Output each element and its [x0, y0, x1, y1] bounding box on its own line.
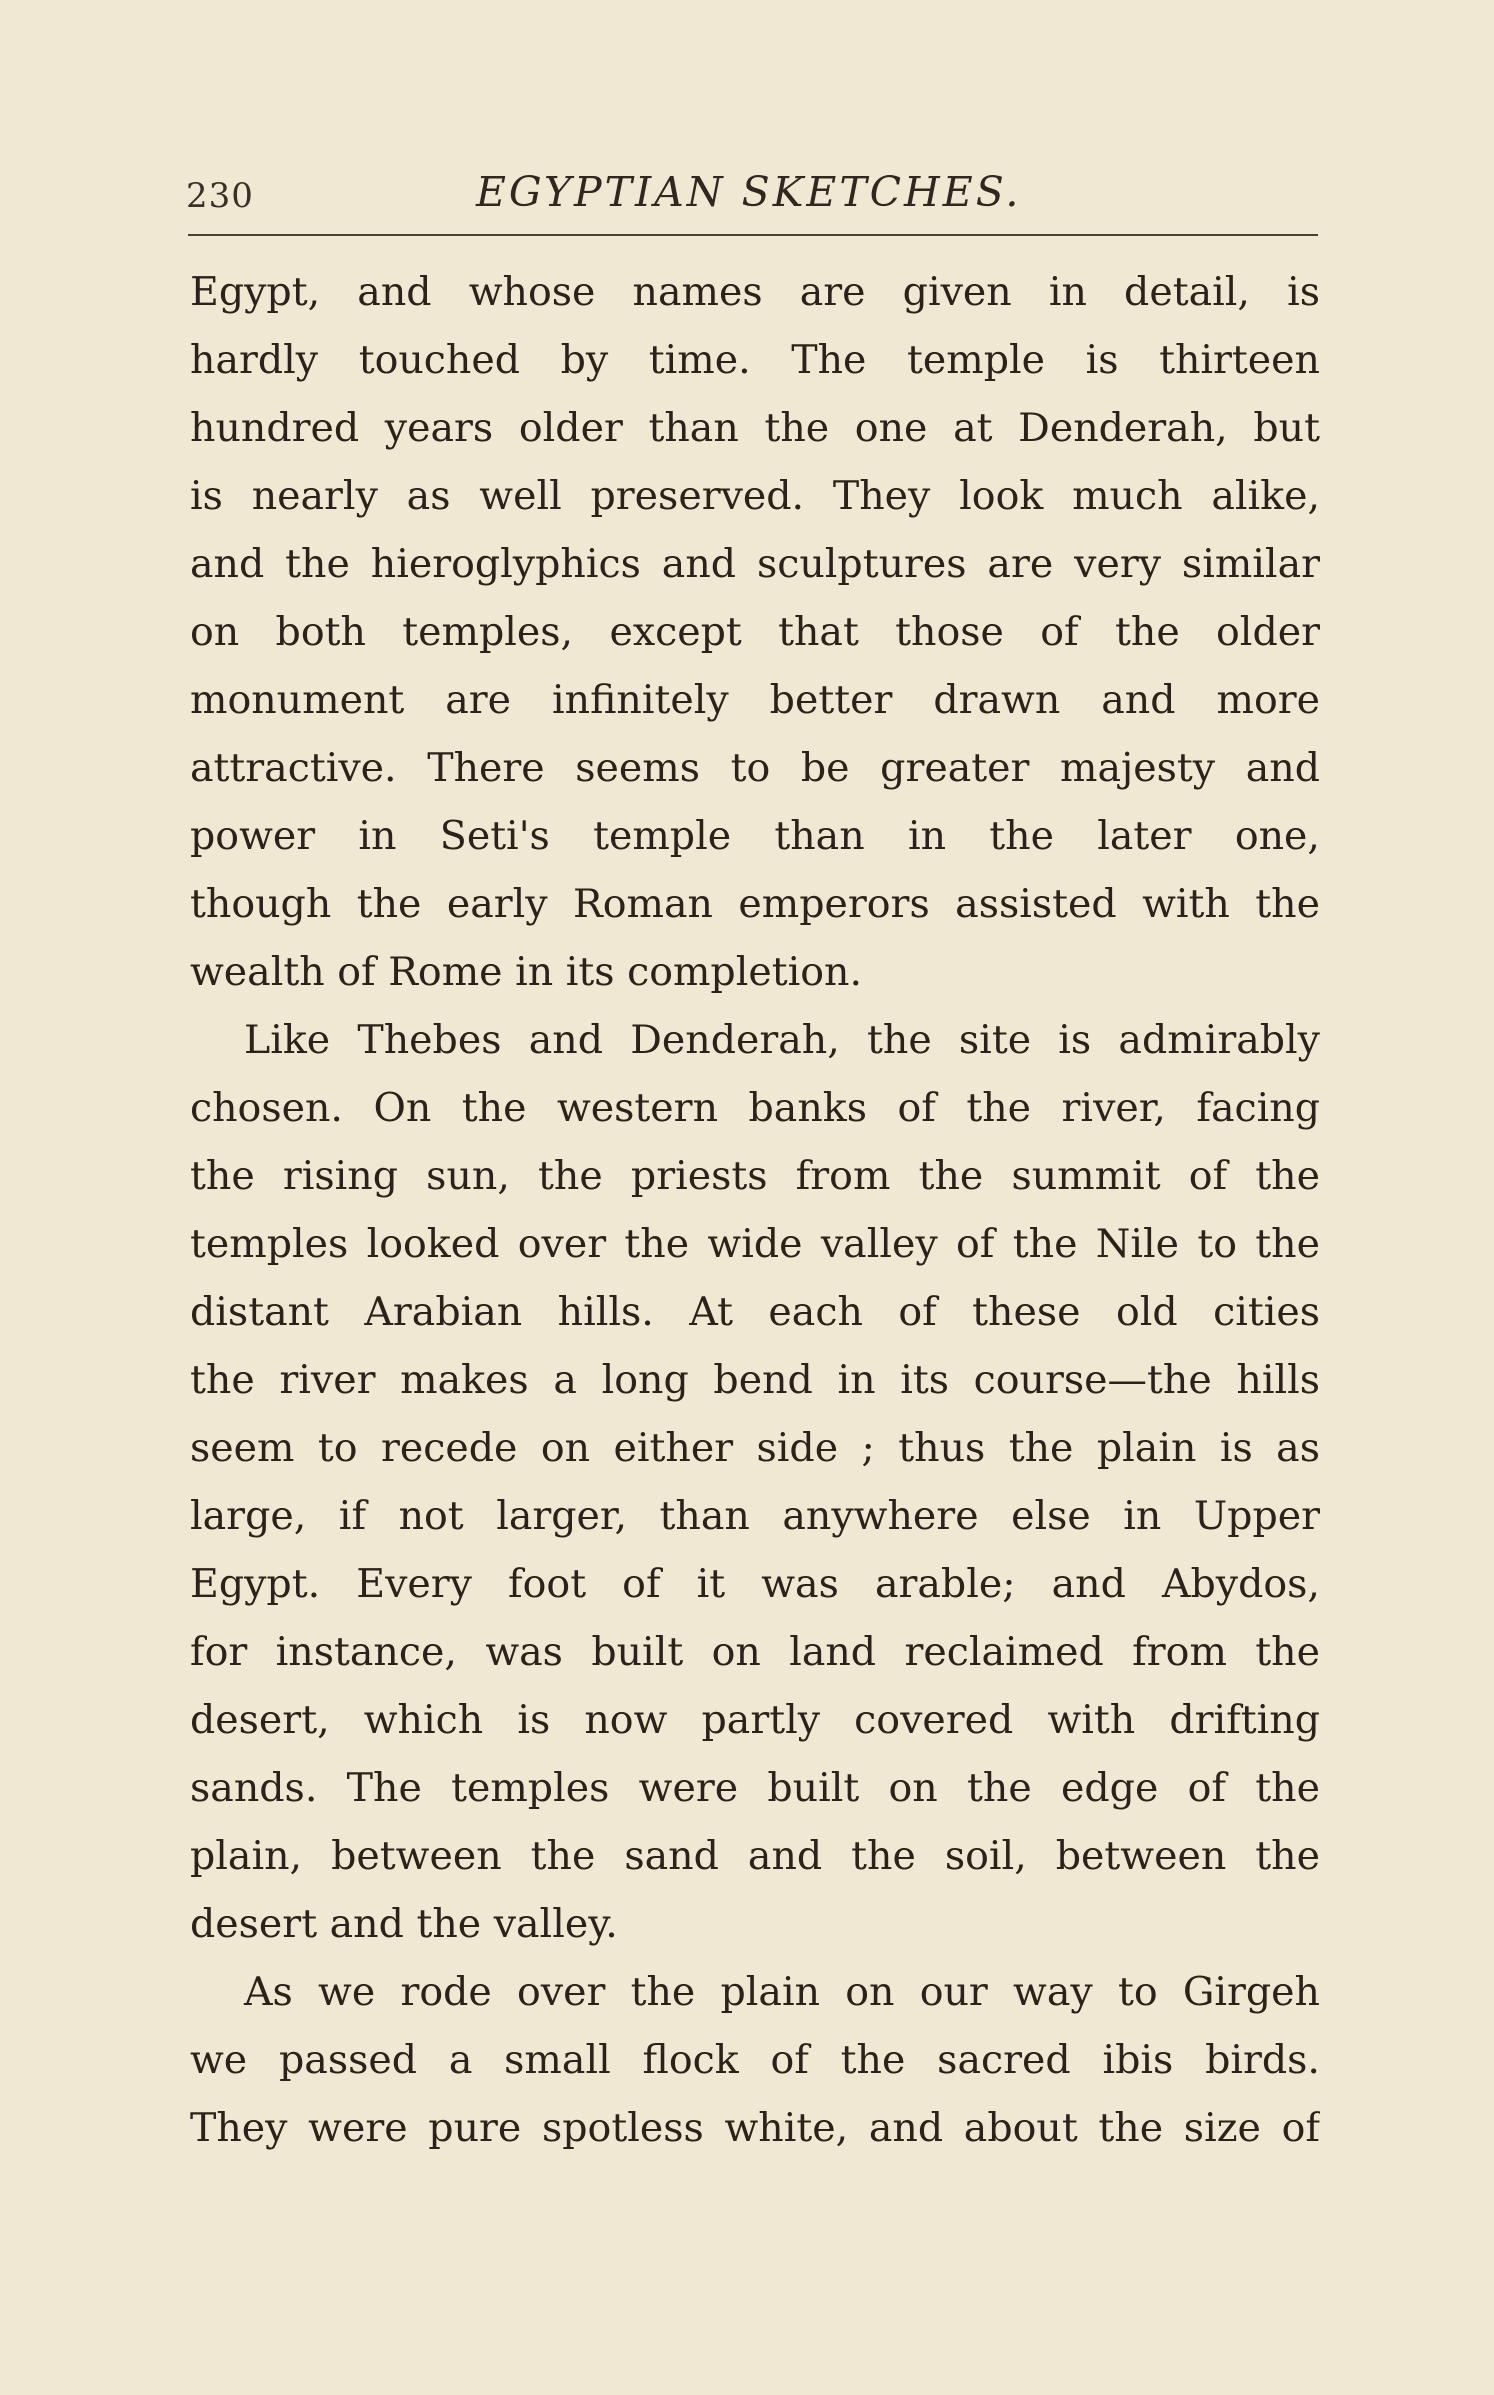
text-line: desert, which is now partly covered with drifting	[190, 1697, 1320, 1743]
text-line: though the early Roman emperors assisted with the	[190, 881, 1320, 927]
header-rule	[188, 234, 1318, 236]
text-line: Like Thebes and Denderah, the site is admirably	[244, 1017, 1320, 1063]
text-line: wealth of Rome in its completion.	[190, 949, 863, 995]
text-line: power in Seti's temple than in the later one,	[190, 813, 1320, 859]
text-line: seem to recede on either side ; thus the plain is as	[190, 1425, 1320, 1471]
text-line: the rising sun, the priests from the summit of the	[190, 1153, 1320, 1199]
body-text	[190, 258, 1320, 2162]
page-header	[186, 168, 1316, 230]
text-line: hundred years older than the one at Denderah, but	[190, 405, 1320, 451]
text-line: we passed a small flock of the sacred ibis birds.	[190, 2037, 1320, 2083]
page-number: 230	[186, 176, 254, 216]
text-line: for instance, was built on land reclaimed from the	[190, 1629, 1320, 1675]
text-line: temples looked over the wide valley of the Nile to the	[190, 1221, 1320, 1267]
text-line: desert and the valley.	[190, 1901, 618, 1947]
text-line: As we rode over the plain on our way to Girgeh	[244, 1969, 1320, 2015]
text-line: Egypt, and whose names are given in detail, is	[190, 269, 1320, 315]
text-line: They were pure spotless white, and about the size of	[190, 2105, 1320, 2151]
text-line: the river makes a long bend in its course—the hills	[190, 1357, 1320, 1403]
text-line: hardly touched by time. The temple is thirteen	[190, 337, 1320, 383]
running-head: EGYPTIAN SKETCHES.	[476, 168, 1022, 216]
text-line: monument are infinitely better drawn and more	[190, 677, 1320, 723]
text-line: attractive. There seems to be greater majesty and	[190, 745, 1320, 791]
text-line: large, if not larger, than anywhere else in Upper	[190, 1493, 1320, 1539]
text-line: Egypt. Every foot of it was arable; and Abydos,	[190, 1561, 1320, 1607]
text-line: distant Arabian hills. At each of these old cities	[190, 1289, 1320, 1335]
text-line: sands. The temples were built on the edge of the	[190, 1765, 1320, 1811]
text-line: on both temples, except that those of the older	[190, 609, 1320, 655]
text-line: chosen. On the western banks of the river, facing	[190, 1085, 1320, 1131]
text-line: is nearly as well preserved. They look much alike,	[190, 473, 1320, 519]
text-line: and the hieroglyphics and sculptures are very similar	[190, 541, 1320, 587]
text-line: plain, between the sand and the soil, between the	[190, 1833, 1320, 1879]
